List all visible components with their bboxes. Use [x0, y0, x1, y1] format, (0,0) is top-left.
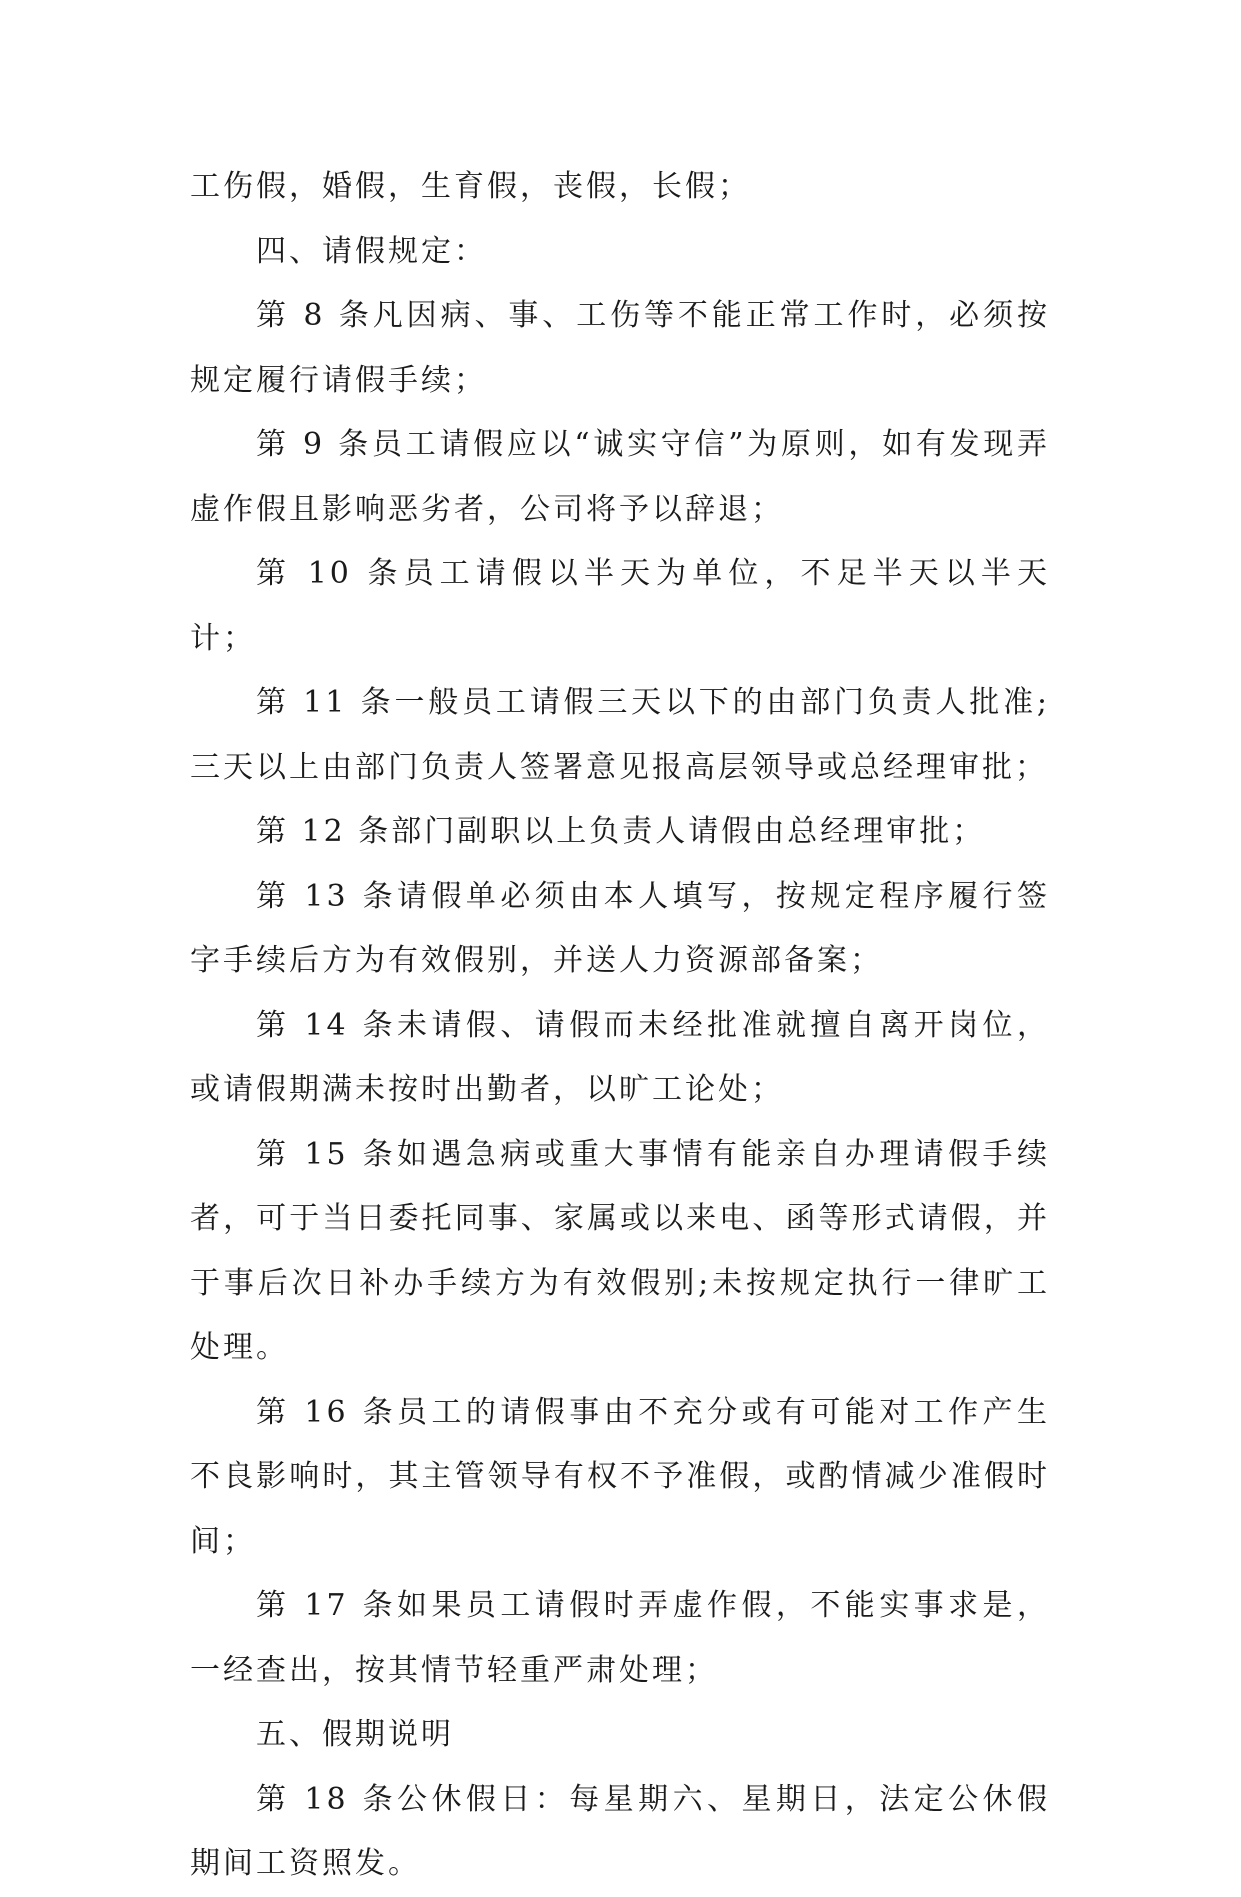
document-body [190, 155, 1050, 1897]
article-18: 第 18 条公休假日：每星期六、星期日，法定公休假期间工资照发。 [190, 1781, 1050, 1881]
article-14: 第 14 条未请假、请假而未经批准就擅自离开岗位，或请假期满未按时出勤者，以旷工论处； [190, 1007, 1050, 1107]
heading-leave-rules: 四、请假规定： [256, 233, 487, 269]
article-10: 第 10 条员工请假以半天为单位，不足半天以半天计； [190, 556, 1050, 656]
article-16: 第 16 条员工的请假事由不充分或有可能对工作产生不良影响时，其主管领导有权不予准假，或酌情减少准假时间； [190, 1394, 1050, 1559]
article-8: 第 8 条凡因病、事、工伤等不能正常工作时，必须按规定履行请假手续； [190, 298, 1050, 398]
article-11: 第 11 条一般员工请假三天以下的由部门负责人批准;三天以上由部门负责人签署意见报高层领导或总经理审批； [190, 685, 1050, 785]
paragraph-leave-types: 工伤假，婚假，生育假，丧假，长假； [190, 169, 751, 204]
article-9: 第 9 条员工请假应以“诚实守信”为原则，如有发现弄虚作假且影响恶劣者，公司将予以辞退； [190, 427, 1050, 527]
heading-leave-explanation: 五、假期说明 [256, 1717, 454, 1752]
article-12: 第 12 条部门副职以上负责人请假由总经理审批； [256, 814, 986, 849]
article-17: 第 17 条如果员工请假时弄虚作假，不能实事求是，一经查出，按其情节轻重严肃处理； [190, 1588, 1050, 1688]
article-13: 第 13 条请假单必须由本人填写，按规定程序履行签字手续后方为有效假别，并送人力资源部备案； [190, 878, 1050, 978]
article-15: 第 15 条如遇急病或重大事情有能亲自办理请假手续者，可于当日委托同事、家属或以来电、函等形式请假，并于事后次日补办手续方为有效假别;未按规定执行一律旷工处理。 [190, 1136, 1050, 1365]
